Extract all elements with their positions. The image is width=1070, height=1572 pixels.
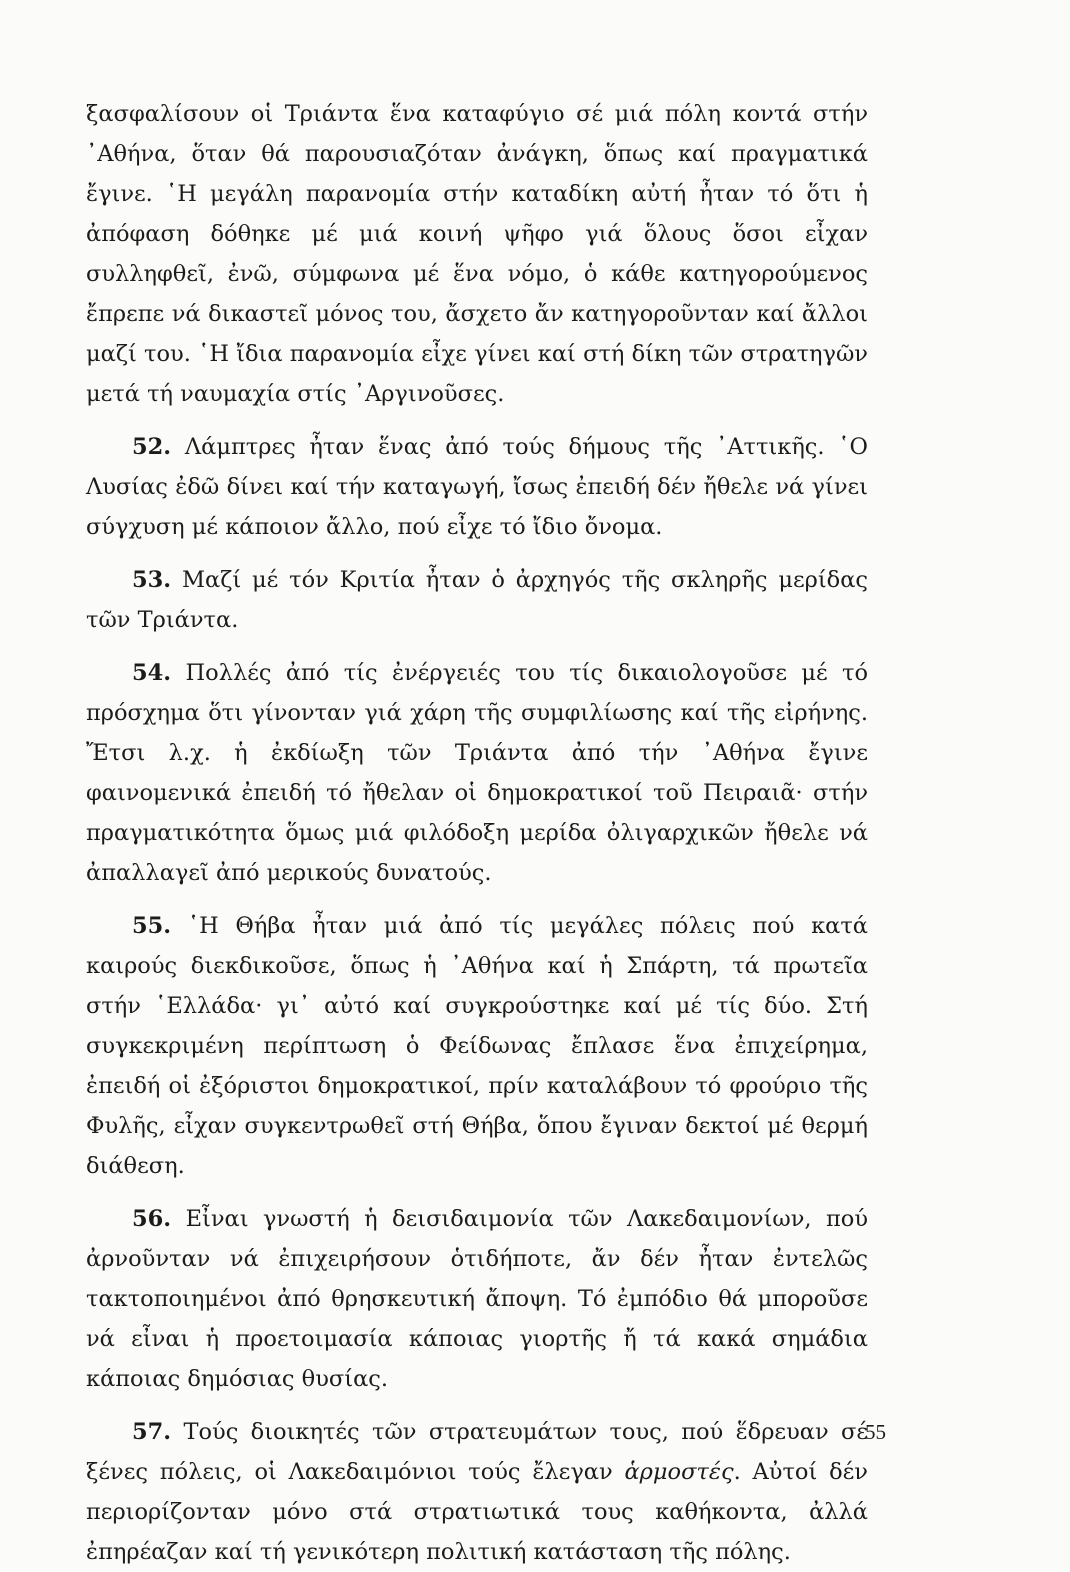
note-52 — [86, 427, 868, 547]
note-text: Λάμπτρες ἦταν ἕνας ἀπό τούς δήμους τῆς ᾿Αττικῆς. ῾Ο Λυσίας ἐδῶ δίνει καί τήν καταγωγή, ἴσως ἐπειδή δέν ἤθελε νά γίνει σύγχυση μέ κάποιον ἄλλο, πού εἶχε τό ἴδιο ὄνομα. — [86, 434, 868, 540]
note-text: Τούς διοικητές τῶν στρατευμάτων τους, πού ἕδρευαν σέ ξένες πόλεις, οἱ Λακεδαιμόνιοι τούς ἔλεγαν — [86, 1419, 868, 1485]
note-number: 56. — [132, 1206, 172, 1232]
note-text-italic-term: ἁρμοστές — [624, 1459, 734, 1485]
note-number: 57. — [132, 1419, 172, 1445]
note-number: 53. — [132, 567, 172, 593]
note-text: Εἶναι γνωστή ἡ δεισιδαιμονία τῶν Λακεδαιμονίων, πού ἀρνοῦνταν νά ἐπιχειρήσουν ὁτιδήποτε, ἄν δέν ἦταν ἐντελῶς τακτοποιημένοι ἀπό θρησκευτική ἄποψη. Τό ἐμπόδιο θά μποροῦσε νά εἶναι ἡ προετοιμασία κάποιας γιορτῆς ἤ τά κακά σημάδια κάποιας δημόσιας θυσίας. — [86, 1206, 869, 1392]
note-57 — [86, 1412, 868, 1572]
note-text: ῾Η Θήβα ἦταν μιά ἀπό τίς μεγάλες πόλεις πού κατά καιρούς διεκδικοῦσε, ὅπως ἡ ᾿Αθήνα καί ἡ Σπάρτη, τά πρωτεῖα στήν ῾Ελλάδα· γι᾿ αὐτό καί συγκρούστηκε καί μέ τίς δύο. Στή συγκεκριμένη περίπτωση ὁ Φείδωνας ἔπλασε ἕνα ἐπιχείρημα, ἐπειδή οἱ ἐξόριστοι δημοκρατικοί, πρίν καταλάβουν τό φρούριο τῆς Φυλῆς, εἶχαν συγκεντρωθεῖ στή Θήβα, ὅπου ἔγιναν δεκτοί μέ θερμή διάθεση. — [86, 913, 868, 1179]
note-number: 52. — [132, 434, 172, 460]
note-55 — [86, 906, 868, 1186]
note-continuation — [86, 94, 868, 414]
note-56 — [86, 1199, 868, 1399]
note-54 — [86, 653, 868, 893]
note-text: Μαζί μέ τόν Κριτία ἦταν ὁ ἀρχηγός τῆς σκληρῆς μερίδας τῶν Τριάντα. — [86, 567, 868, 633]
notes-text-block — [86, 94, 868, 1572]
note-text: . Αὐτοί δέν περιορίζονταν μόνο στά στρατιωτικά τους καθήκοντα, ἀλλά ἐπηρέαζαν καί τή γενικότερη πολιτική κατάσταση τῆς πόλης. — [86, 1459, 868, 1565]
page-number: 55 — [865, 1420, 886, 1444]
note-53 — [86, 560, 868, 640]
note-text: ξασφαλίσουν οἱ Τριάντα ἕνα καταφύγιο σέ μιά πόλη κοντά στήν ᾿Αθήνα, ὅταν θά παρουσιαζόταν ἀνάγκη, ὅπως καί πραγματικά ἔγινε. ῾Η μεγάλη παρανομία στήν καταδίκη αὐτή ἦταν τό ὅτι ἡ ἀπόφαση δόθηκε μέ μιά κοινή ψῆφο γιά ὅλους ὅσοι εἶχαν συλληφθεῖ, ἐνῶ, σύμφωνα μέ ἕνα νόμο, ὁ κάθε κατηγορούμενος ἔπρεπε νά δικαστεῖ μόνος του, ἄσχετο ἄν κατηγοροῦνταν καί ἄλλοι μαζί του. ῾Η ἴδια παρανομία εἶχε γίνει καί στή δίκη τῶν στρατηγῶν μετά τή ναυμαχία στίς ᾿Αργινοῦσες. — [86, 101, 868, 407]
note-number: 54. — [132, 660, 172, 686]
note-number: 55. — [132, 913, 172, 939]
note-text: Πολλές ἀπό τίς ἐνέργειές του τίς δικαιολογοῦσε μέ τό πρόσχημα ὅτι γίνονταν γιά χάρη τῆς συμφιλίωσης καί τῆς εἰρήνης. Ἔτσι λ.χ. ἡ ἐκδίωξη τῶν Τριάντα ἀπό τήν ᾿Αθήνα ἔγινε φαινομενικά ἐπειδή τό ἤθελαν οἱ δημοκρατικοί τοῦ Πειραιᾶ· στήν πραγματικότητα ὅμως μιά φιλόδοξη μερίδα ὀλιγαρχικῶν ἤθελε νά ἀπαλλαγεῖ ἀπό μερικούς δυνατούς. — [86, 660, 868, 886]
